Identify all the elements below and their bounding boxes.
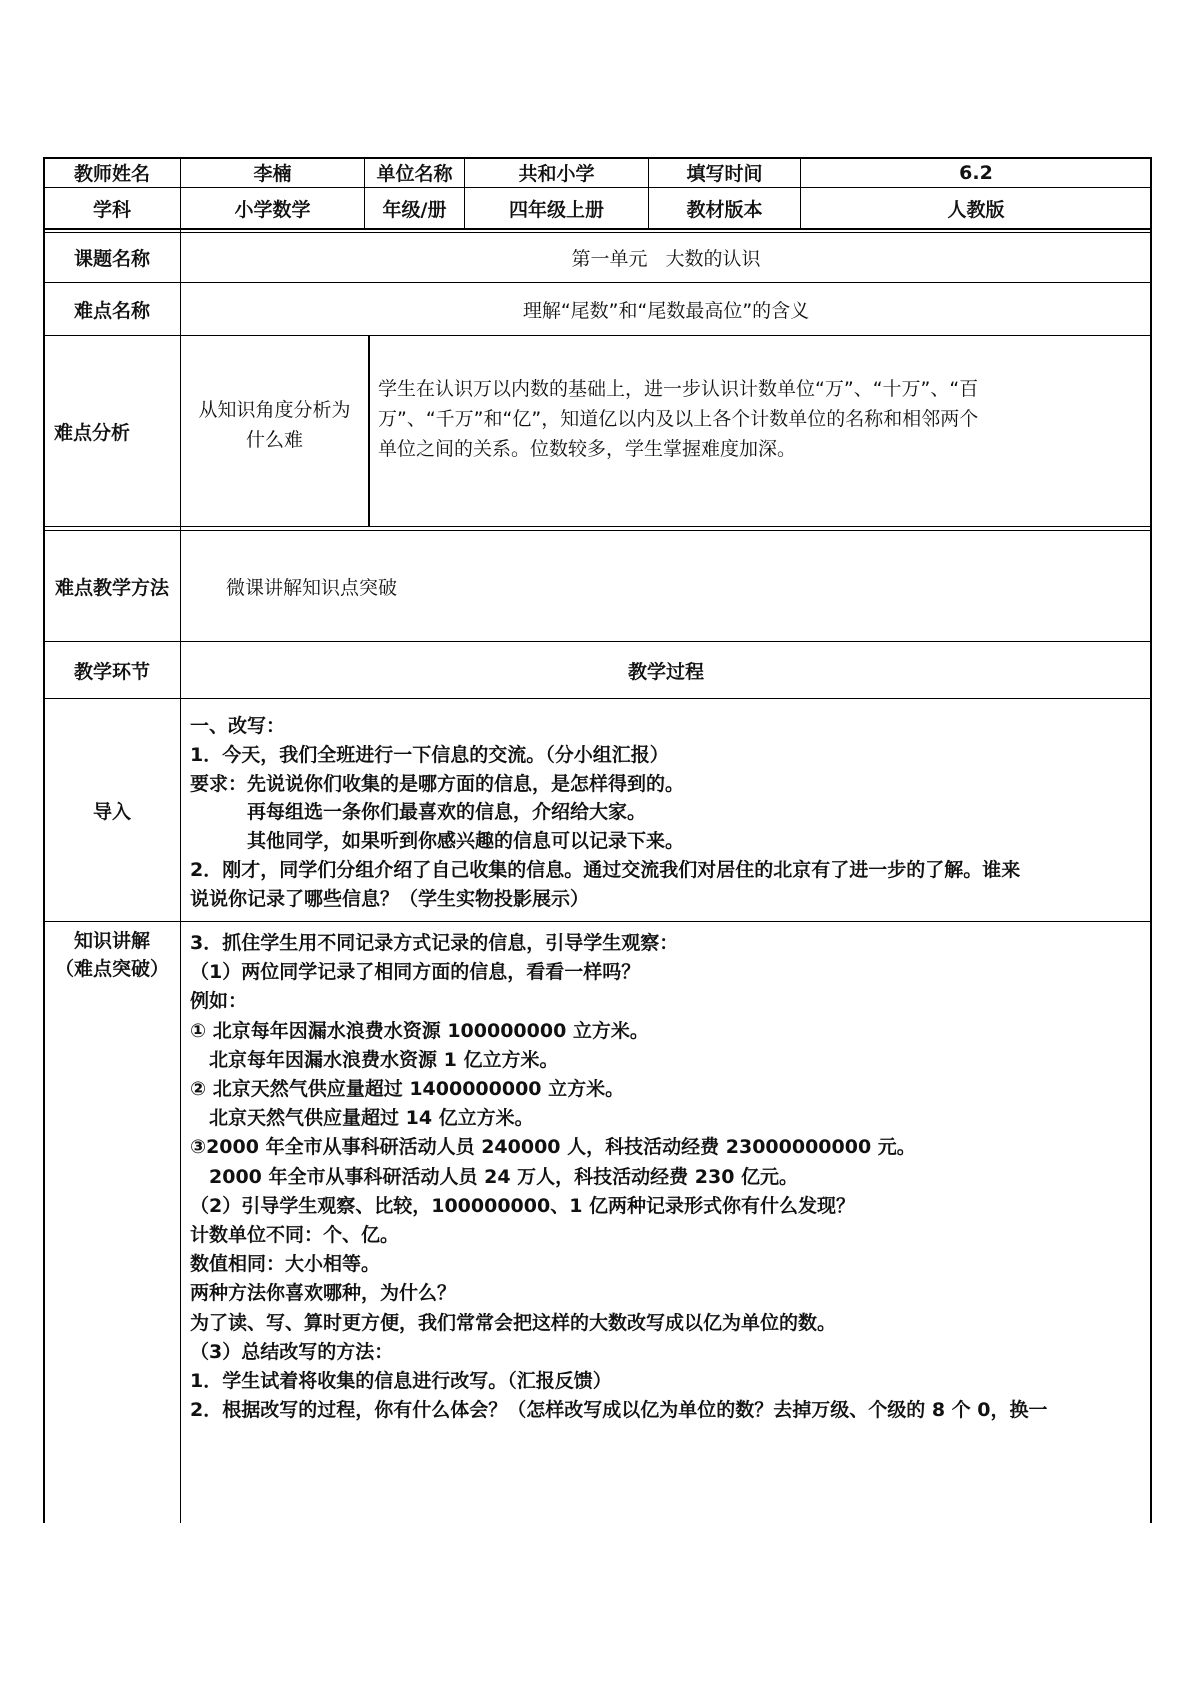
school-name-value: 共和小学 (518, 163, 595, 185)
knowledge-label (44, 927, 180, 983)
analysis-content-line: 学生在认识万以内数的基础上，进一步认识计数单位“万”、“十万”、“百 (378, 378, 979, 400)
textbook-version-value: 人教版 (947, 198, 1005, 221)
intro-line: 一、改写： (190, 715, 286, 737)
subject-label: 学科 (92, 198, 131, 221)
difficulty-label: 难点名称 (73, 299, 150, 322)
row-divider (43, 526, 1152, 527)
knowledge-line: ② 北京天然气供应量超过 1400000000 立方米。 (190, 1078, 625, 1101)
textbook-version-label: 教材版本 (686, 198, 763, 221)
row-divider (43, 698, 1152, 699)
subject-value: 小学数学 (234, 198, 311, 221)
intro-content (190, 712, 1150, 914)
knowledge-line: 数值相同：大小相等。 (190, 1253, 381, 1276)
column-divider (368, 335, 370, 526)
intro-line: 2．刚才，同学们分组介绍了自己收集的信息。通过交流我们对居住的北京有了进一步的了解。谁来 (190, 858, 1021, 881)
knowledge-line: 3．抓住学生用不同记录方式记录的信息，引导学生观察： (190, 932, 679, 954)
school-name-label: 单位名称 (376, 163, 453, 185)
row-divider (43, 228, 1152, 230)
knowledge-line: 2．根据改写的过程，你有什么体会？（怎样改写成以亿为单位的数？去掉万级、个级的 8 个 0，换一 (190, 1399, 1048, 1422)
knowledge-line: 计数单位不同：个、亿。 (190, 1224, 400, 1247)
intro-line: 其他同学，如果听到你感兴趣的信息可以记录下来。 (190, 830, 685, 853)
knowledge-label-line: （难点突破） (54, 958, 169, 980)
knowledge-line: （1）两位同学记录了相同方面的信息，看看一样吗？ (190, 961, 641, 984)
grade-label: 年级/册 (382, 198, 447, 221)
intro-line: 再每组选一条你们最喜欢的信息，介绍给大家。 (190, 801, 647, 824)
knowledge-line: ① 北京每年因漏水浪费水资源 100000000 立方米。 (190, 1019, 649, 1042)
knowledge-line: 为了读、写、算时更方便，我们常常会把这样的大数改写成以亿为单位的数。 (190, 1311, 837, 1334)
analysis-sublabel (181, 336, 368, 526)
knowledge-line: 例如： (190, 990, 248, 1013)
difficulty-value: 理解“尾数”和“尾数最高位”的含义 (522, 299, 810, 322)
analysis-label: 难点分析 (54, 421, 131, 444)
analysis-content (378, 374, 1148, 464)
teacher-name-value: 李楠 (253, 163, 292, 185)
method-label: 难点教学方法 (54, 576, 169, 599)
knowledge-label-line: 知识讲解 (73, 930, 150, 952)
intro-line: 要求：先说说你们收集的是哪方面的信息，是怎样得到的。 (190, 772, 685, 795)
knowledge-content (190, 929, 1150, 1425)
fill-date-value: 6.2 (959, 161, 993, 184)
intro-line: 1．今天，我们全班进行一下信息的交流。（分小组汇报） (190, 743, 669, 766)
fill-date-label: 填写时间 (686, 163, 763, 185)
analysis-content-line: 万”、“千万”和“亿”，知道亿以内及以上各个计数单位的名称和相邻两个 (378, 408, 979, 430)
analysis-sublabel-line: 从知识角度分析为 (198, 399, 351, 421)
teacher-name-label: 教师姓名 (73, 163, 150, 185)
method-value: 微课讲解知识点突破 (226, 576, 398, 599)
grade-value: 四年级上册 (508, 198, 604, 221)
analysis-sublabel-line: 什么难 (245, 429, 303, 451)
knowledge-line: ③2000 年全市从事科研活动人员 240000 人，科技活动经费 23000000000 元。 (190, 1136, 916, 1159)
analysis-content-line: 单位之间的关系。位数较多，学生掌握难度加深。 (378, 438, 797, 460)
process-stage-label: 教学环节 (73, 660, 150, 683)
knowledge-line: 两种方法你喜欢哪种，为什么？ (190, 1282, 457, 1305)
knowledge-line: （3）总结改写的方法： (190, 1340, 394, 1363)
knowledge-line: 2000 年全市从事科研活动人员 24 万人，科技活动经费 230 亿元。 (190, 1165, 799, 1188)
topic-label: 课题名称 (73, 248, 150, 270)
intro-line: 说说你记录了哪些信息？（学生实物投影展示） (190, 887, 590, 910)
knowledge-line: 1．学生试着将收集的信息进行改写。（汇报反馈） (190, 1370, 612, 1393)
topic-value: 第一单元 大数的认识 (571, 248, 761, 270)
intro-label: 导入 (92, 800, 131, 823)
process-label: 教学过程 (627, 660, 704, 683)
knowledge-line: 北京天然气供应量超过 14 亿立方米。 (190, 1107, 534, 1130)
knowledge-line: （2）引导学生观察、比较，100000000、1 亿两种记录形式你有什么发现？ (190, 1194, 856, 1217)
knowledge-line: 北京每年因漏水浪费水资源 1 亿立方米。 (190, 1048, 559, 1071)
row-divider (43, 921, 1152, 922)
